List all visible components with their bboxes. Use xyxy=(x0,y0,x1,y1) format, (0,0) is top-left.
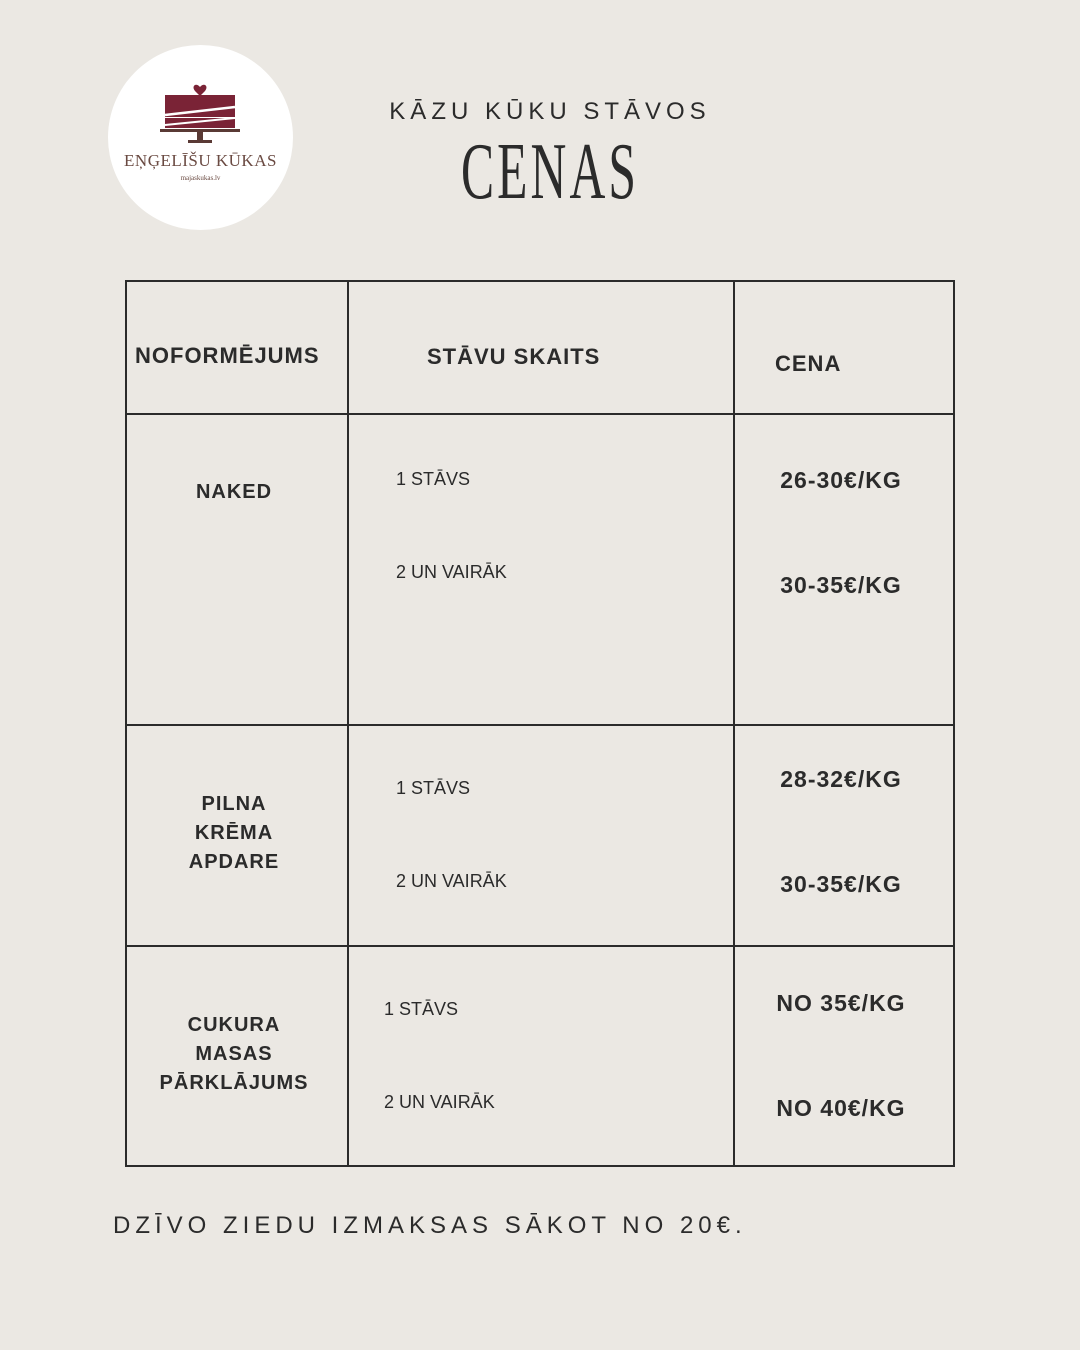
price-value: NO 40€/KG xyxy=(776,1095,906,1121)
row-category: CUKURA xyxy=(187,1014,281,1036)
footnote: DZĪVO ZIEDU IZMAKSAS SĀKOT NO 20€. xyxy=(113,1212,747,1239)
tier-label: 1 STĀVS xyxy=(384,999,459,1019)
tier-label: 1 STĀVS xyxy=(396,778,471,798)
row-category: KRĒMA xyxy=(194,822,274,844)
price-value: 26-30€/KG xyxy=(780,467,902,493)
tier-label: 1 STĀVS xyxy=(396,469,471,489)
tier-label: 2 UN VAIRĀK xyxy=(384,1092,495,1112)
column-header-price: CENA xyxy=(775,351,842,376)
price-value: 30-35€/KG xyxy=(780,572,902,598)
column-header-tiers: STĀVU SKAITS xyxy=(427,344,601,369)
row-category: PĀRKLĀJUMS xyxy=(159,1072,309,1094)
tier-label: 2 UN VAIRĀK xyxy=(396,871,507,891)
row-category: MASAS xyxy=(195,1043,273,1065)
column-header-design: NOFORMĒJUMS xyxy=(135,343,320,368)
row-category: NAKED xyxy=(195,481,273,503)
logo-url: majaskukas.lv xyxy=(180,174,221,182)
tier-label: 2 UN VAIRĀK xyxy=(396,562,507,582)
page-subtitle: KĀZU KŪKU STĀVOS xyxy=(389,98,711,125)
page-title: CENAS xyxy=(460,128,640,216)
price-value: 30-35€/KG xyxy=(780,871,902,897)
row-category: PILNA xyxy=(201,793,267,815)
logo-name: EŅĢELĪŠU KŪKAS xyxy=(124,151,277,170)
price-value: 28-32€/KG xyxy=(780,766,902,792)
price-value: NO 35€/KG xyxy=(776,990,906,1016)
row-category: APDARE xyxy=(188,851,280,873)
